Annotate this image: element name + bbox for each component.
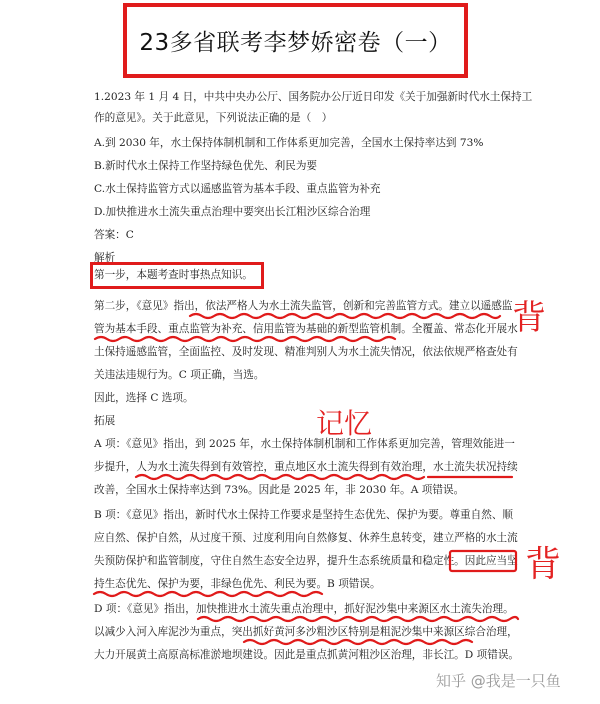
wavy-underline bbox=[244, 640, 472, 644]
extension-heading: 拓展 bbox=[94, 415, 116, 427]
analysis-step-2-line-3: 土保持遥感监管，全面监控、及时发现、精准判别人为水土流失情况，依法依规严格查处有 bbox=[94, 346, 518, 358]
extension-a-line-3: 改善，全国水土保持率达到 73%。因此是 2025 年，非 2030 年。A 项错误。 bbox=[94, 484, 465, 496]
wavy-underline bbox=[190, 314, 500, 318]
handwritten-note-remember: 记忆 bbox=[316, 407, 373, 440]
answer: 答案：C bbox=[94, 229, 134, 241]
analysis-step-2-line-2: 管为基本手段、重点监管为补充、信用监管为基础的新型监管机制。全覆盖、常态化开展水 bbox=[94, 323, 518, 335]
option-d: D.加快推进水土流失重点治理中要突出长江粗沙区综合治理 bbox=[94, 206, 371, 218]
analysis-step-2-line-1: 第二步，《意见》指出，依法严格人为水土流失监管，创新和完善监管方式。建立以遥感监 bbox=[94, 300, 513, 312]
extension-a-line-1: A 项：《意见》指出，到 2025 年，水土保持体制机制和工作体系更加完善，管理效能进一 bbox=[94, 438, 515, 450]
extension-a-line-2: 步提升，人为水土流失得到有效管控，重点地区水土流失得到有效治理，水土流失状况持续 bbox=[94, 461, 518, 473]
wavy-underline bbox=[136, 475, 424, 479]
extension-b-line-3: 失预防保护和监管制度，守住自然生态安全边界，提升生态系统质量和稳定性。因此应当坚 bbox=[94, 555, 518, 567]
handwritten-note-memorize-1: 背 bbox=[512, 298, 546, 338]
analysis-step-1: 第一步，本题考查时事热点知识。 bbox=[94, 269, 253, 281]
page-title: 23多省联考李梦娇密卷（一） bbox=[139, 30, 452, 56]
wavy-underline bbox=[198, 617, 518, 621]
extension-b-line-1: B 项：《意见》指出，新时代水土保持工作要求是坚持生态优先、保护为要。尊重自然、顺 bbox=[94, 509, 514, 521]
extension-d-line-3: 大力开展黄土高原高标准淤地坝建设。因此是重点抓黄河粗沙区治理，非长江。D 项错误。 bbox=[94, 649, 520, 661]
wavy-underline bbox=[95, 337, 395, 341]
analysis-step-2-line-4: 关违法违规行为。C 项正确，当选。 bbox=[94, 369, 265, 381]
extension-b-line-2: 应自然、保护自然，从过度干预、过度利用向自然修复、休养生息转变，建立严格的水土流 bbox=[94, 532, 518, 544]
watermark: 知乎 @我是一只鱼 bbox=[436, 672, 561, 690]
analysis-heading: 解析 bbox=[94, 252, 116, 264]
option-b: B.新时代水土保持工作坚持绿色优先、利民为要 bbox=[94, 160, 318, 172]
question-stem-line-1: 1.2023 年 1 月 4 日，中共中央办公厅、国务院办公厅近日印发《关于加强新时代水土保持工 bbox=[94, 91, 533, 103]
option-a: A.到 2030 年，水土保持体制机制和工作体系更加完善，全国水土保持率达到 73% bbox=[94, 137, 484, 149]
analysis-conclusion: 因此，选择 C 选项。 bbox=[94, 392, 194, 404]
extension-b-line-4: 持生态优先、保护为要，非绿色优先、利民为要。B 项错误。 bbox=[94, 578, 381, 590]
handwritten-note-memorize-2: 背 bbox=[525, 544, 562, 585]
extension-d-line-2: 以减少入河入库泥沙为重点，突出抓好黄河多沙粗沙区特别是粗泥沙集中来源区综合治理， bbox=[94, 626, 518, 638]
wavy-underline bbox=[94, 592, 322, 596]
option-c: C.水土保持监管方式以遥感监管为基本手段、重点监管为补充 bbox=[94, 183, 381, 195]
highlight-rect bbox=[450, 551, 516, 571]
extension-d-line-1: D 项：《意见》指出，加快推进水土流失重点治理中，抓好泥沙集中来源区水土流失治理。 bbox=[94, 603, 514, 615]
question-stem-line-2: 作的意见》。关于此意见，下列说法正确的是（ ） bbox=[94, 112, 333, 124]
